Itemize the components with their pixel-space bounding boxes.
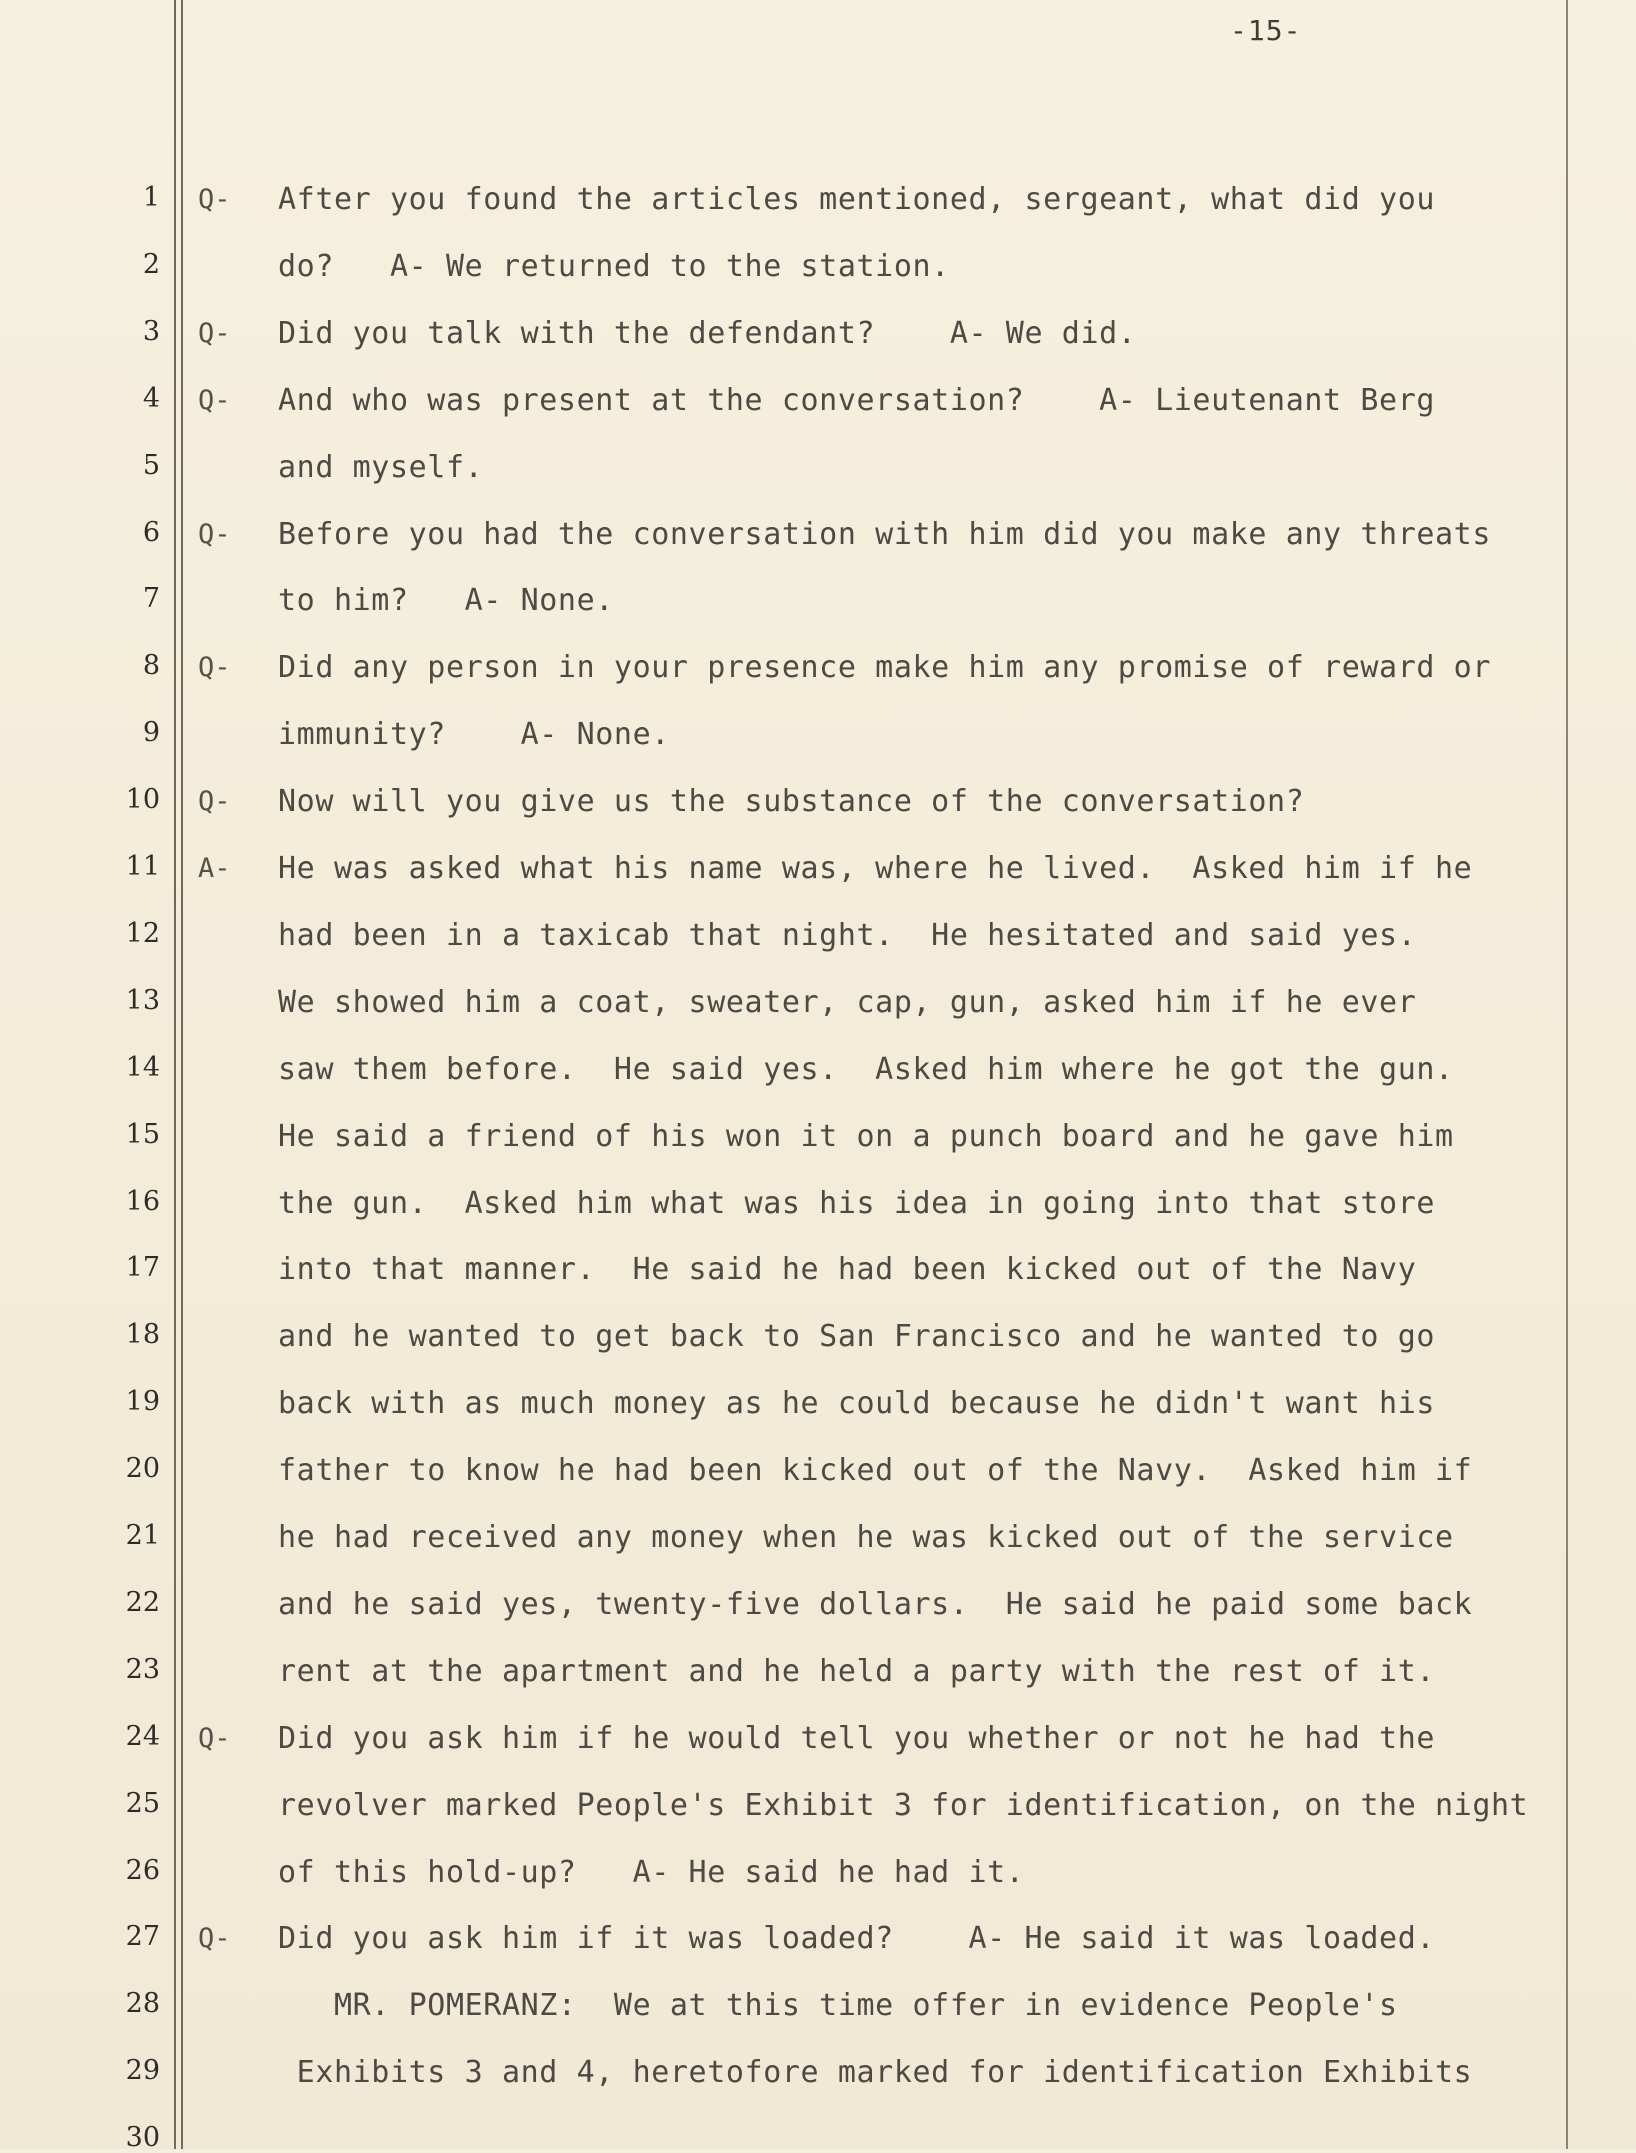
transcript-line-text: into that manner. He said he had been kicked out of the Navy bbox=[278, 1252, 1417, 1287]
transcript-line-text: Exhibits 3 and 4, heretofore marked for identification Exhibits bbox=[278, 2055, 1473, 2090]
transcript-line-text: immunity? A- None. bbox=[278, 717, 670, 752]
line-number: 2 bbox=[142, 249, 160, 280]
line-number: 20 bbox=[125, 1453, 160, 1484]
line-number: 12 bbox=[125, 918, 160, 949]
line-number: 19 bbox=[125, 1386, 160, 1417]
line-number: 18 bbox=[125, 1319, 160, 1350]
transcript-line-text: Now will you give us the substance of the conversation? bbox=[278, 784, 1305, 819]
speaker-marker: Q- bbox=[198, 318, 231, 349]
speaker-marker: Q- bbox=[198, 1723, 231, 1754]
transcript-line-text: saw them before. He said yes. Asked him where he got the gun. bbox=[278, 1052, 1454, 1087]
line-number: 15 bbox=[125, 1119, 160, 1150]
transcript-line-text: Did you talk with the defendant? A- We did. bbox=[278, 316, 1137, 351]
page-number: -15- bbox=[1230, 14, 1302, 47]
transcript-line-text: After you found the articles mentioned, sergeant, what did you bbox=[278, 182, 1436, 217]
line-number: 4 bbox=[142, 383, 160, 414]
line-number: 27 bbox=[125, 1921, 160, 1952]
transcript-line-text: and myself. bbox=[278, 450, 484, 485]
line-number: 14 bbox=[125, 1052, 160, 1083]
transcript-line-text: do? A- We returned to the station. bbox=[278, 249, 950, 284]
line-number: 28 bbox=[125, 1988, 160, 2019]
speaker-marker: Q- bbox=[198, 385, 231, 416]
line-number: 17 bbox=[125, 1252, 160, 1283]
line-number: 8 bbox=[142, 650, 160, 681]
transcript-line-text: And who was present at the conversation? A- Lieutenant Berg bbox=[278, 383, 1436, 418]
line-number: 22 bbox=[125, 1587, 160, 1618]
line-number: 3 bbox=[142, 316, 160, 347]
transcript-line-text: and he wanted to get back to San Francisco and he wanted to go bbox=[278, 1319, 1436, 1354]
line-number: 21 bbox=[125, 1520, 160, 1551]
speaker-marker: Q- bbox=[198, 652, 231, 683]
transcript-line-text: revolver marked People's Exhibit 3 for identification, on the night bbox=[278, 1788, 1529, 1823]
line-number: 6 bbox=[142, 517, 160, 548]
speaker-marker: Q- bbox=[198, 184, 231, 215]
line-number: 9 bbox=[142, 717, 160, 748]
left-margin-rule-outer bbox=[174, 0, 176, 2149]
transcript-line-text: and he said yes, twenty-five dollars. He said he paid some back bbox=[278, 1587, 1473, 1622]
transcript-line-text: He was asked what his name was, where he lived. Asked him if he bbox=[278, 851, 1473, 886]
line-number: 7 bbox=[142, 583, 160, 614]
transcript-line-text: rent at the apartment and he held a party with the rest of it. bbox=[278, 1654, 1436, 1689]
transcript-line-text: the gun. Asked him what was his idea in going into that store bbox=[278, 1186, 1436, 1221]
transcript-line-text: Did you ask him if it was loaded? A- He said it was loaded. bbox=[278, 1921, 1436, 1956]
line-number: 1 bbox=[142, 182, 160, 213]
left-margin-rule-inner bbox=[181, 0, 183, 2149]
speaker-marker: Q- bbox=[198, 1923, 231, 1954]
transcript-line-text: Did any person in your presence make him any promise of reward or bbox=[278, 650, 1491, 685]
line-number: 24 bbox=[125, 1721, 160, 1752]
right-margin-rule bbox=[1566, 0, 1568, 2149]
speaker-marker: Q- bbox=[198, 519, 231, 550]
transcript-line-text: Did you ask him if he would tell you whether or not he had the bbox=[278, 1721, 1436, 1756]
line-number: 30 bbox=[125, 2122, 160, 2153]
line-number: 23 bbox=[125, 1654, 160, 1685]
line-number: 11 bbox=[125, 851, 160, 882]
line-number: 10 bbox=[125, 784, 160, 815]
speaker-marker: Q- bbox=[198, 786, 231, 817]
transcript-line-text: Before you had the conversation with him did you make any threats bbox=[278, 517, 1491, 552]
speaker-marker: A- bbox=[198, 853, 231, 884]
transcript-line-text: MR. POMERANZ: We at this time offer in evidence People's bbox=[278, 1988, 1398, 2023]
transcript-line-text: He said a friend of his won it on a punch board and he gave him bbox=[278, 1119, 1454, 1154]
line-number: 5 bbox=[142, 450, 160, 481]
transcript-line-text: of this hold-up? A- He said he had it. bbox=[278, 1855, 1025, 1890]
transcript-line-text: We showed him a coat, sweater, cap, gun, asked him if he ever bbox=[278, 985, 1417, 1020]
line-number: 29 bbox=[125, 2055, 160, 2086]
line-number: 25 bbox=[125, 1788, 160, 1819]
transcript-line-text: to him? A- None. bbox=[278, 583, 614, 618]
transcript-line-text: back with as much money as he could because he didn't want his bbox=[278, 1386, 1436, 1421]
transcript-line-text: he had received any money when he was kicked out of the service bbox=[278, 1520, 1454, 1555]
transcript-line-text: had been in a taxicab that night. He hesitated and said yes. bbox=[278, 918, 1417, 953]
line-number: 16 bbox=[125, 1186, 160, 1217]
transcript-line-text: father to know he had been kicked out of the Navy. Asked him if bbox=[278, 1453, 1473, 1488]
line-number: 13 bbox=[125, 985, 160, 1016]
line-number: 26 bbox=[125, 1855, 160, 1886]
